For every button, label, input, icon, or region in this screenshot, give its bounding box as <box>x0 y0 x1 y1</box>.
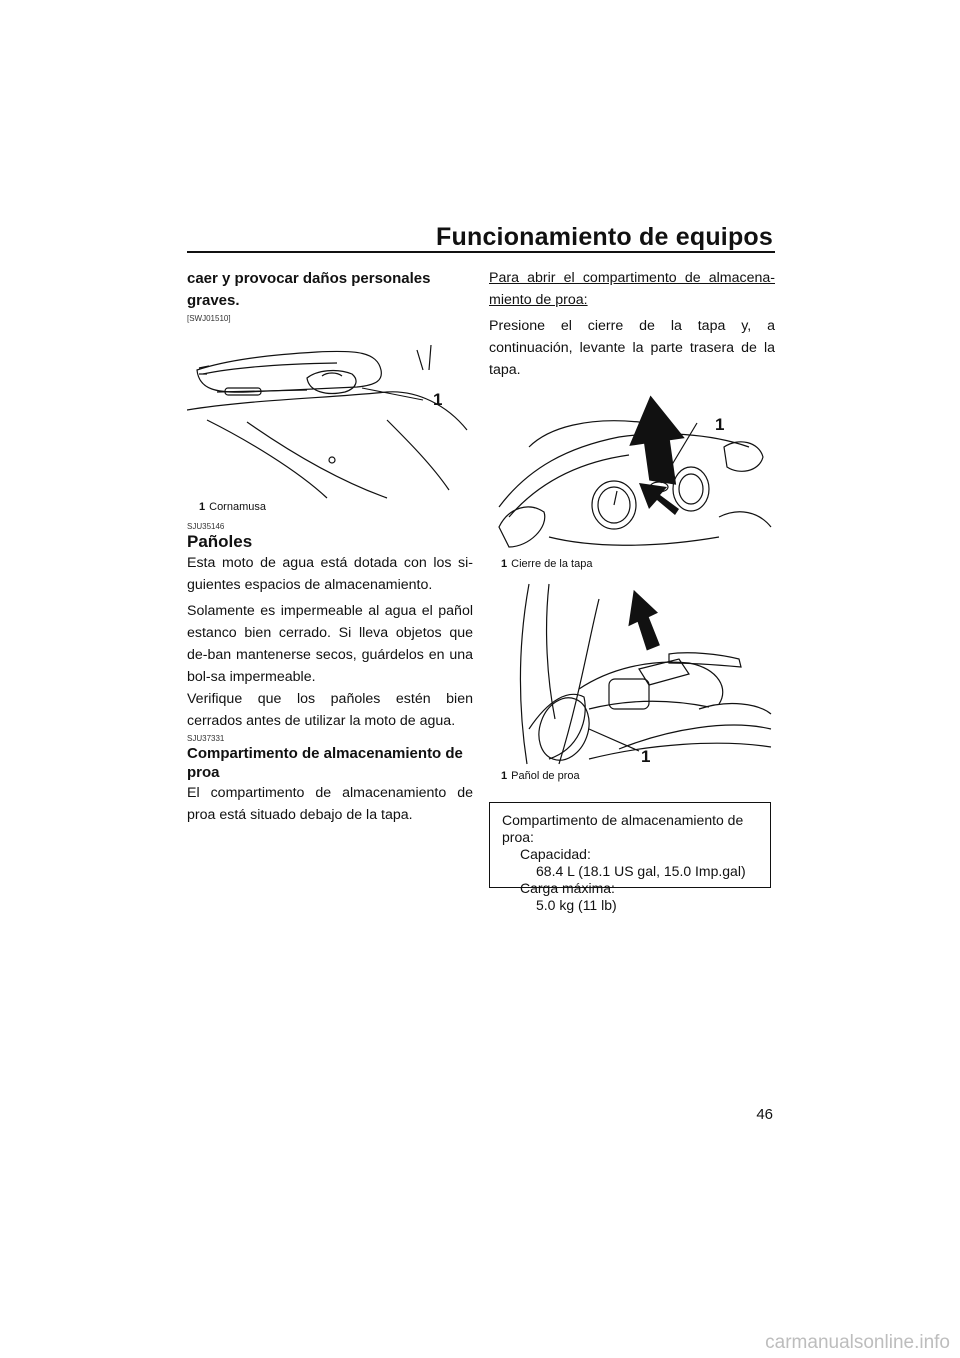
warning-code: [SWJ01510] <box>187 314 231 323</box>
section-code: SJU35146 <box>187 522 225 531</box>
figure-callout: 1 <box>433 390 443 409</box>
instruction-subheading: Para abrir el compartimento de almacena-miento de proa: <box>489 270 775 308</box>
caption-text: Cierre de la tapa <box>511 558 593 570</box>
section-title-compartimento: Compartimento de almacenamiento de proa <box>187 745 463 781</box>
caption-number: 1 <box>501 770 508 782</box>
right-column <box>489 263 775 783</box>
paragraph: Presione el cierre de la tapa y, a continuación, levante la parte trasera de la tapa. <box>489 318 775 378</box>
figure-panol-proa <box>489 579 775 783</box>
cornamusa-illustration <box>187 330 473 500</box>
cierre-tapa-illustration <box>489 387 775 557</box>
spec-load-value: 5.0 kg (11 lb) <box>536 897 617 913</box>
figure-cornamusa <box>187 330 473 514</box>
caption-text: Cornamusa <box>209 501 266 513</box>
figure-cierre-tapa <box>489 387 775 571</box>
page-title: Funcionamiento de equipos <box>436 223 773 251</box>
warning-tail: caer y provocar daños personales graves. <box>187 270 431 309</box>
spec-title: Compartimento de almacenamiento de proa: <box>502 812 744 845</box>
section-code: SJU37331 <box>187 734 225 743</box>
panol-proa-illustration <box>489 579 775 769</box>
caption-number: 1 <box>199 501 206 513</box>
figure-callout: 1 <box>715 415 725 434</box>
caption-number: 1 <box>501 558 508 570</box>
paragraph: Solamente es impermeable al agua el pañol estanco bien cerrado. Si lleva objetos que de-ban mantenerse secos, guárdelos en una bol-sa impermeable. <box>187 603 473 685</box>
header-rule <box>187 251 775 253</box>
spec-capacity-label: Capacidad: <box>520 846 591 862</box>
paragraph: Esta moto de agua está dotada con los si-guientes espacios de almacenamiento. <box>187 555 473 593</box>
spec-load-label: Carga máxima: <box>520 880 615 896</box>
figure-caption <box>489 769 775 783</box>
section-title-panoles: Pañoles <box>187 532 253 551</box>
spec-capacity-value: 68.4 L (18.1 US gal, 15.0 Imp.gal) <box>536 863 746 879</box>
paragraph: Verifique que los pañoles estén bien cerrados antes de utilizar la moto de agua. <box>187 691 473 729</box>
figure-caption <box>187 500 473 514</box>
left-column <box>187 263 473 826</box>
paragraph: El compartimento de almacenamiento de proa está situado debajo de la tapa. <box>187 785 473 823</box>
figure-callout: 1 <box>641 747 651 766</box>
footer-watermark: carmanualsonline.info <box>765 1332 950 1353</box>
spec-box <box>489 802 771 913</box>
figure-caption <box>489 557 775 571</box>
page-number: 46 <box>756 1106 773 1123</box>
caption-text: Pañol de proa <box>511 770 580 782</box>
